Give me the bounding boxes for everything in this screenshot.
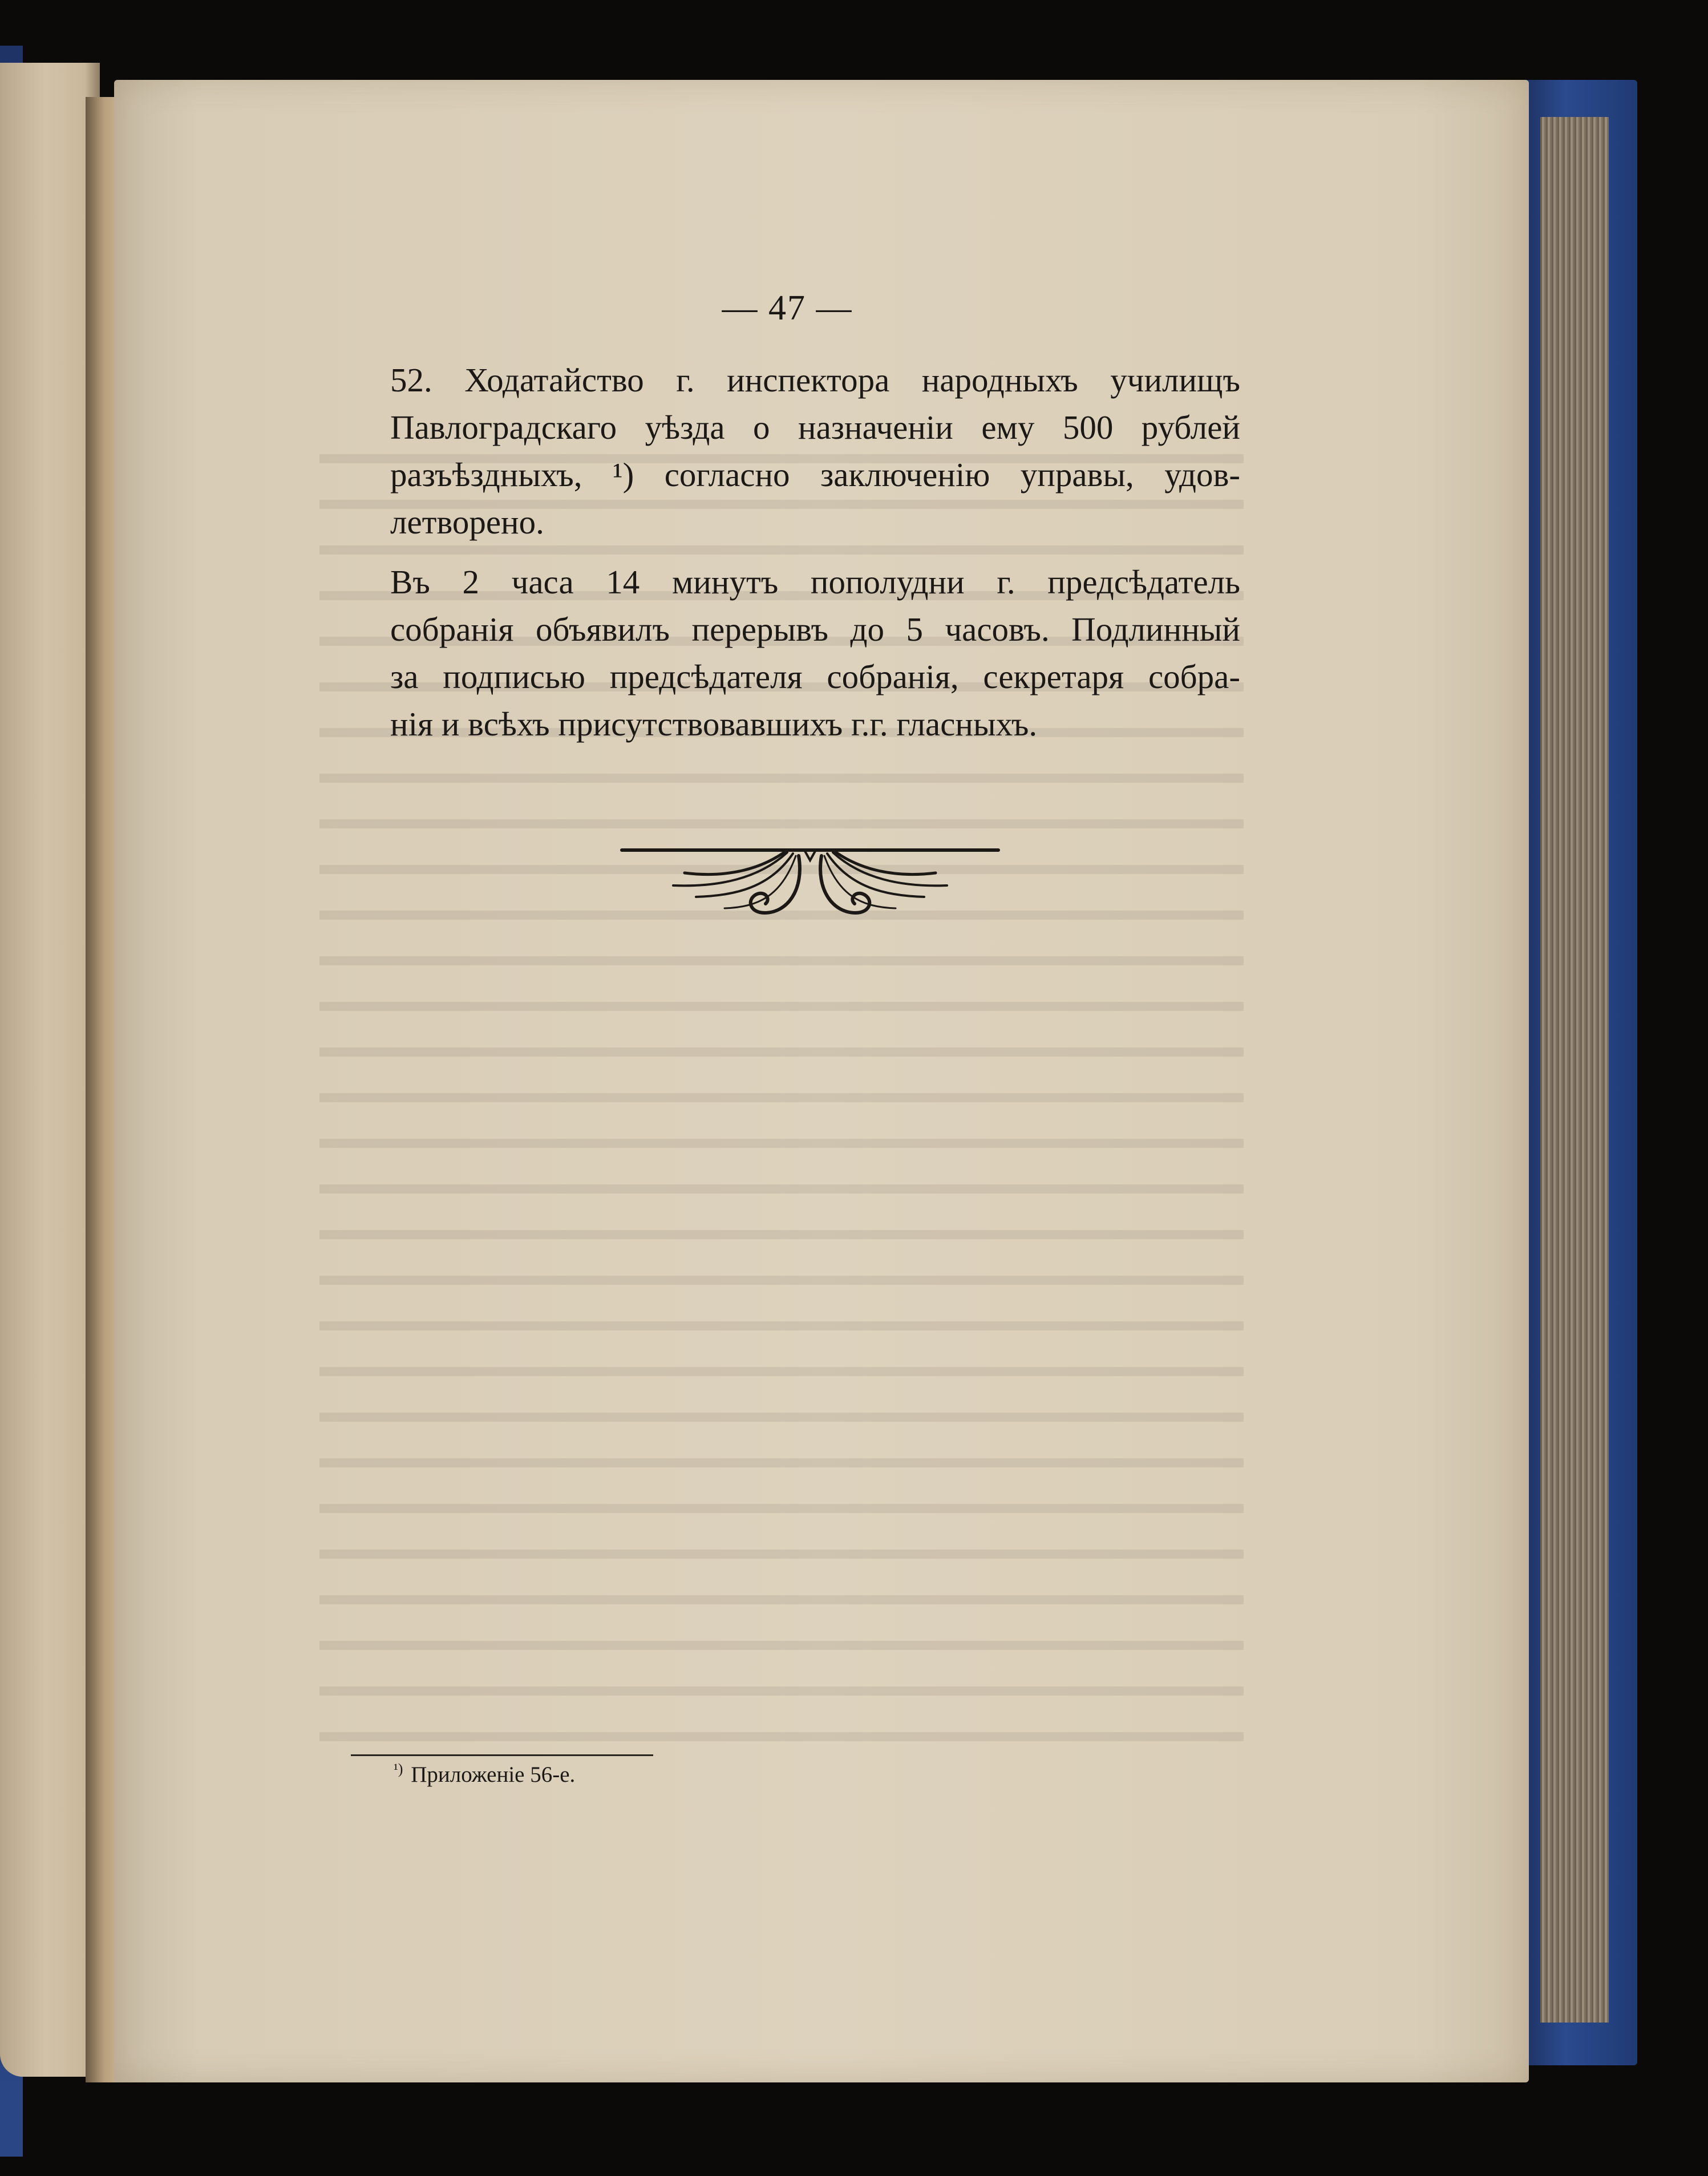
text-line: летворено. xyxy=(390,503,544,541)
text-line: Павлоградскаго уѣзда о назначеніи ему 500 рублей xyxy=(390,408,1240,446)
footnote xyxy=(394,1762,793,1787)
previous-page-edge xyxy=(0,63,100,2077)
page-number: — 47 — xyxy=(722,289,853,327)
footnote-divider xyxy=(351,1754,653,1756)
text-line: 52. Ходатайство г. инспектора народныхъ училищъ xyxy=(390,361,1240,399)
decorative-ornament-icon xyxy=(616,833,1004,930)
footnote-mark: ¹) xyxy=(394,1761,403,1777)
paragraph-item-52 xyxy=(338,357,1240,546)
text-line: собранія объявилъ перерывъ до 5 часовъ. Подлинный xyxy=(390,610,1240,648)
text-line: за подписью предсѣдателя собранія, секретаря собра- xyxy=(390,658,1240,695)
paragraph-recess xyxy=(338,559,1240,748)
text-line: Въ 2 часа 14 минутъ пополудни г. предсѣдатель xyxy=(390,563,1240,601)
footnote-text: Приложеніе 56-е. xyxy=(411,1762,576,1787)
text-line: разъѣздныхъ, ¹) согласно заключенію управы, удов- xyxy=(390,456,1240,494)
body-text xyxy=(338,357,1240,761)
text-line: нія и всѣхъ присутствовавшихъ г.г. гласныхъ. xyxy=(390,705,1038,743)
page-block-edges xyxy=(1540,117,1609,2023)
